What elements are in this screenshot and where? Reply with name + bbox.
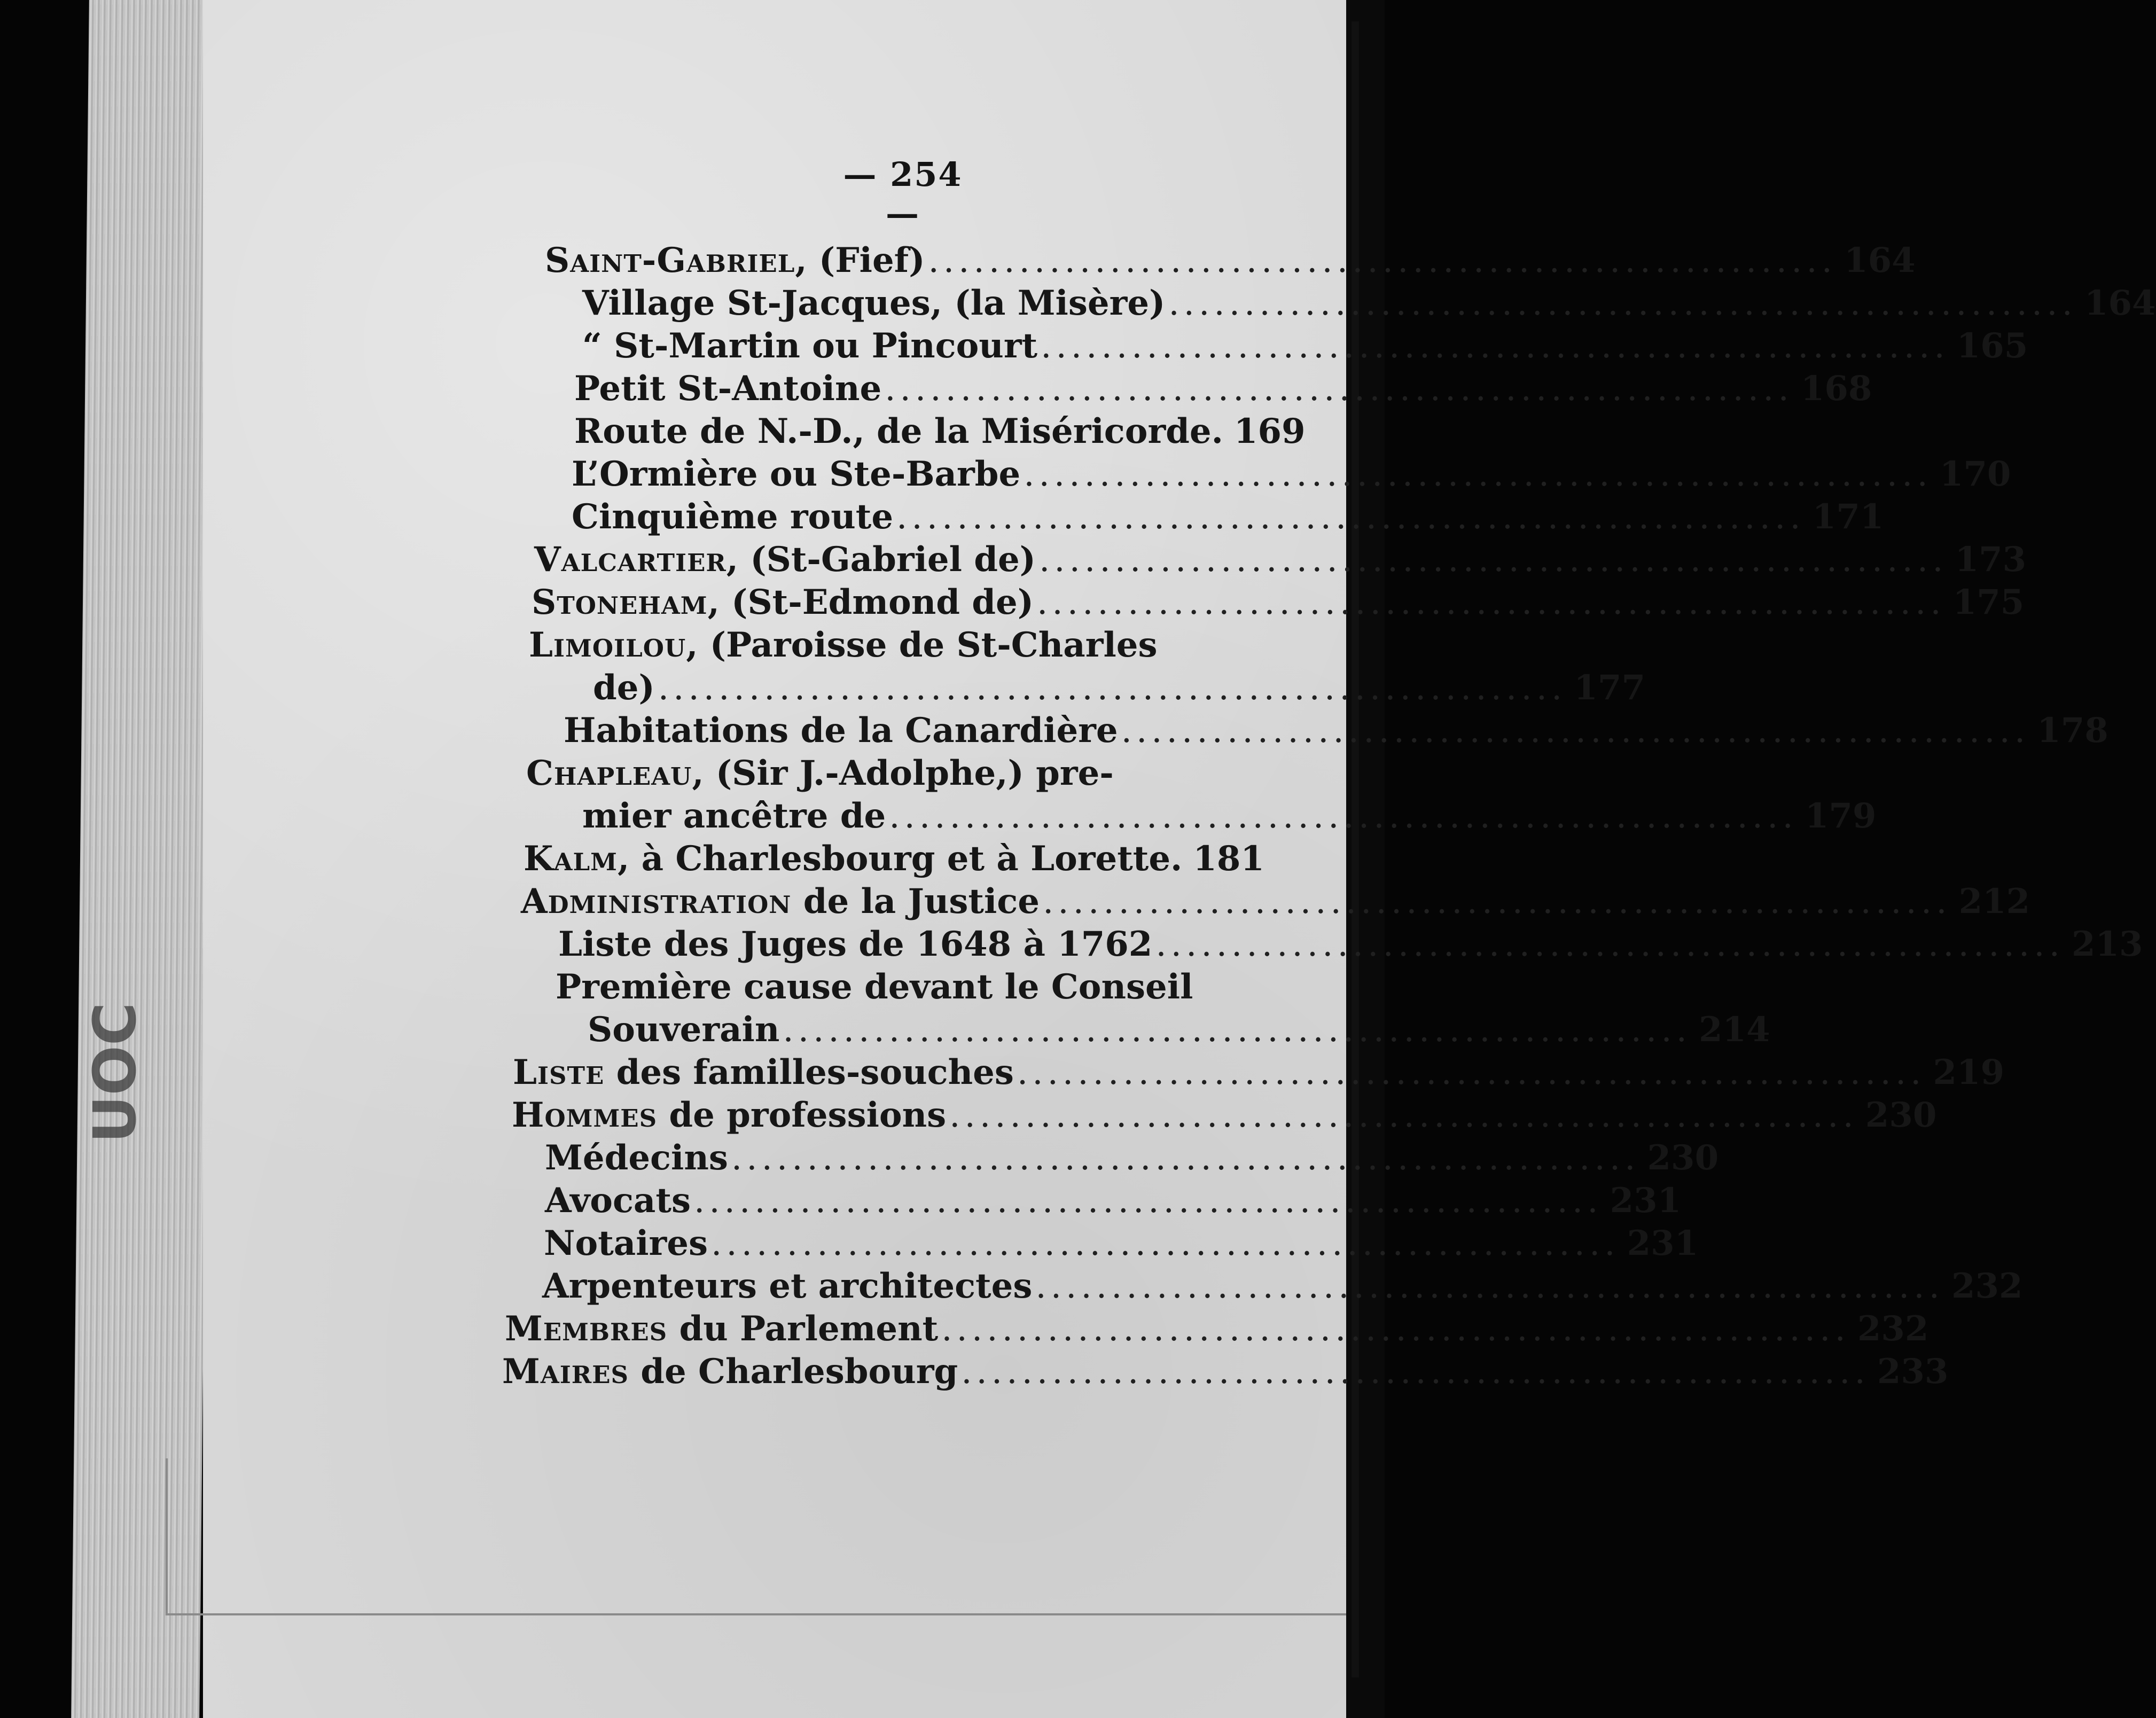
toc-entry-lead: Liste (513, 1052, 605, 1092)
toc-page-number: 170 (1939, 454, 2011, 494)
toc-page-number: 230 (1865, 1095, 1937, 1135)
toc-entry-lead: Administration (521, 881, 792, 922)
toc-entry-text: L’Ormière ou Ste-Barbe (572, 454, 1021, 494)
toc-entry-continuation: mier ancêtre de (582, 796, 886, 836)
toc-entry-lead: Kalm (524, 839, 618, 879)
toc-entry-title (532, 582, 1034, 622)
toc-entry (512, 1095, 1937, 1139)
toc-page-number: 177 (1574, 668, 1645, 708)
dot-leader: ............................................................ (1037, 583, 1946, 622)
toc-entry-title (534, 540, 1036, 580)
toc-page-number: 232 (1857, 1309, 1929, 1349)
toc-entry-lead: Hommes (512, 1095, 658, 1135)
dot-leader: ............................................................ (1042, 882, 1951, 922)
toc-page-number: 178 (2037, 710, 2108, 751)
toc-entry (521, 881, 2030, 925)
toc-entry (532, 582, 2025, 626)
toc-page-number: 164 (2084, 283, 2156, 323)
toc-page-number: 231 (1627, 1223, 1699, 1263)
toc-entry-title (544, 1223, 708, 1263)
toc-entry-text: , (Fief) (795, 240, 925, 280)
toc-page-number: 169 (1233, 411, 1306, 451)
toc-entry-text: Cinquième route (572, 497, 894, 537)
toc-entry-text: des familles-souches (604, 1052, 1014, 1092)
toc-page-number: 230 (1647, 1138, 1719, 1178)
toc-entry-title: Première cause devant le Conseil (556, 967, 1193, 1007)
toc-entry-text: Village St-Jacques, (la Misère) (582, 283, 1166, 323)
toc-entry (582, 796, 1877, 840)
dot-leader: ............................................................ (885, 369, 1793, 409)
toc-entry-text: Petit St-Antoine (574, 369, 882, 409)
toc-entry (505, 1309, 1929, 1353)
toc-page-number: 214 (1699, 1010, 1770, 1050)
toc-entry-lead: Maires (502, 1352, 629, 1392)
toc-entry-text: de Charlesbourg (629, 1352, 958, 1392)
dot-leader: ............................................................ (731, 1138, 1640, 1178)
toc-page-number: 219 (1933, 1052, 2005, 1092)
toc-entry (545, 1138, 1719, 1182)
dot-leader: ............................................................ (1024, 455, 1932, 494)
toc-page-number: 213 (2071, 924, 2143, 964)
dot-leader: ............................................................ (1035, 1267, 1944, 1306)
dot-leader: ............................................................ (711, 1224, 1620, 1263)
toc-entry-title: , (Sir J.-Adolphe,) pre- (692, 753, 1114, 793)
toc-entry (574, 411, 1306, 455)
toc-entry-line (529, 625, 1158, 665)
toc-entry (572, 497, 1884, 541)
toc-entry-title (582, 326, 1037, 366)
toc-page-number: 165 (1956, 326, 2028, 366)
dot-leader: ............................................................ (949, 1096, 1858, 1135)
toc-page-number: 171 (1812, 497, 1884, 537)
toc-entry-lead: Membres (505, 1309, 668, 1349)
dot-leader: ............................................................ (783, 1010, 1691, 1050)
toc-entry-title (542, 1266, 1032, 1306)
toc-page-number: 181 (1193, 839, 1264, 879)
toc-entry (593, 668, 1645, 712)
toc-entry (534, 540, 2027, 583)
toc-entry (542, 1266, 2023, 1310)
toc-entry (582, 283, 2156, 327)
toc-entry-title (512, 1095, 946, 1135)
dot-leader: ............................................................ (941, 1309, 1850, 1349)
toc-entry-continuation: de) (593, 668, 655, 708)
toc-entry (572, 454, 2011, 498)
toc-entry-continuation: Souverain (588, 1010, 780, 1050)
toc-page-number: 164 (1844, 240, 1916, 280)
toc-entry-text: Habitations de la Canardière (564, 710, 1118, 751)
toc-entry-text: de la Justice (791, 881, 1040, 922)
toc-entry-title (505, 1309, 938, 1349)
toc-entry-title (572, 454, 1020, 494)
toc-entry-title (574, 411, 1223, 451)
toc-entry (524, 839, 1264, 883)
toc-entry-title (545, 1181, 691, 1221)
toc-entry (544, 1223, 1699, 1267)
toc-entry (513, 1052, 2005, 1096)
toc-entry (545, 1181, 1682, 1224)
dot-leader: ............................................................ (1038, 540, 1948, 580)
toc-entry (582, 326, 2028, 370)
toc-entry-text: Arpenteurs et architectes (542, 1266, 1033, 1306)
toc-entry-lead: Saint-Gabriel (545, 240, 795, 280)
toc-entry (502, 1352, 1949, 1395)
toc-entry-text: Notaires (544, 1223, 708, 1263)
toc-entry-title (545, 240, 925, 280)
dot-leader: ............................................................ (1121, 711, 2030, 751)
toc-entry-title (582, 283, 1165, 323)
dot-leader: ............................................................ (1168, 284, 2077, 323)
page-number: — 254 — (843, 155, 963, 233)
toc-entry-text: , à Charlesbourg et à Lorette. (618, 839, 1183, 879)
toc-entry-text: de professions (657, 1095, 947, 1135)
dot-leader: ............................................................ (889, 796, 1798, 836)
spine-mark: UOC (81, 1002, 149, 1143)
toc-entry-title (545, 1138, 728, 1178)
toc-entry-title (564, 710, 1118, 751)
toc-entry-title (574, 369, 881, 409)
toc-entry-text: du Parlement (667, 1309, 939, 1349)
dot-leader: ............................................................ (1017, 1053, 1926, 1092)
toc-page-number: 231 (1610, 1181, 1682, 1221)
toc-entry-text: “ St-Martin ou Pincourt (582, 326, 1038, 366)
dot-leader: ............................................................ (928, 241, 1837, 280)
toc-entry-title (502, 1352, 958, 1392)
toc-entry-lead: Chapleau (526, 753, 692, 793)
toc-entry-title (513, 1052, 1014, 1092)
dot-leader: ............................................................ (658, 668, 1567, 708)
toc-entry-title: , (Paroisse de St-Charles (686, 625, 1158, 665)
toc-entry (558, 924, 2143, 968)
toc-page-number: 233 (1877, 1352, 1949, 1392)
toc-entry-title (558, 924, 1152, 964)
toc-entry-lead: Stoneham (532, 582, 708, 622)
toc-entry-lead: Limoilou (529, 625, 686, 665)
toc-entry-title (524, 839, 1182, 879)
toc-entry (545, 240, 1916, 284)
toc-entry-line (556, 967, 1193, 1007)
toc-entry-lead: Valcartier (534, 540, 727, 580)
toc-entry-text: , (St-Gabriel de) (726, 540, 1036, 580)
toc-entry (588, 1010, 1770, 1053)
toc-entry-text: Liste des Juges de 1648 à 1762 (558, 924, 1153, 964)
dot-leader: ............................................................ (1155, 925, 2064, 964)
toc-entry-line (526, 753, 1114, 793)
toc-entry-title (521, 881, 1040, 922)
dot-leader: ............................................................ (693, 1181, 1603, 1221)
toc-page-number: 232 (1951, 1266, 2023, 1306)
dot-leader: ............................................................ (1041, 326, 1949, 366)
toc-entry-text: Médecins (545, 1138, 728, 1178)
toc-entry-text: Avocats (545, 1181, 691, 1221)
toc-entry (574, 369, 1872, 412)
toc-entry-title (572, 497, 893, 537)
toc-entry (564, 710, 2108, 754)
dot-leader: ............................................................ (896, 497, 1805, 537)
toc-page-number: 168 (1800, 369, 1872, 409)
toc-page-number: 175 (1952, 582, 2025, 622)
toc-page-number: 173 (1955, 540, 2027, 580)
dot-leader: ............................................................ (961, 1352, 1870, 1392)
toc-page-number: 212 (1958, 881, 2030, 922)
toc-entry-text: , (St-Edmond de) (707, 582, 1034, 622)
toc-page-number: 179 (1805, 796, 1877, 836)
toc-entry-text: Route de N.-D., de la Miséricorde. (574, 411, 1223, 451)
